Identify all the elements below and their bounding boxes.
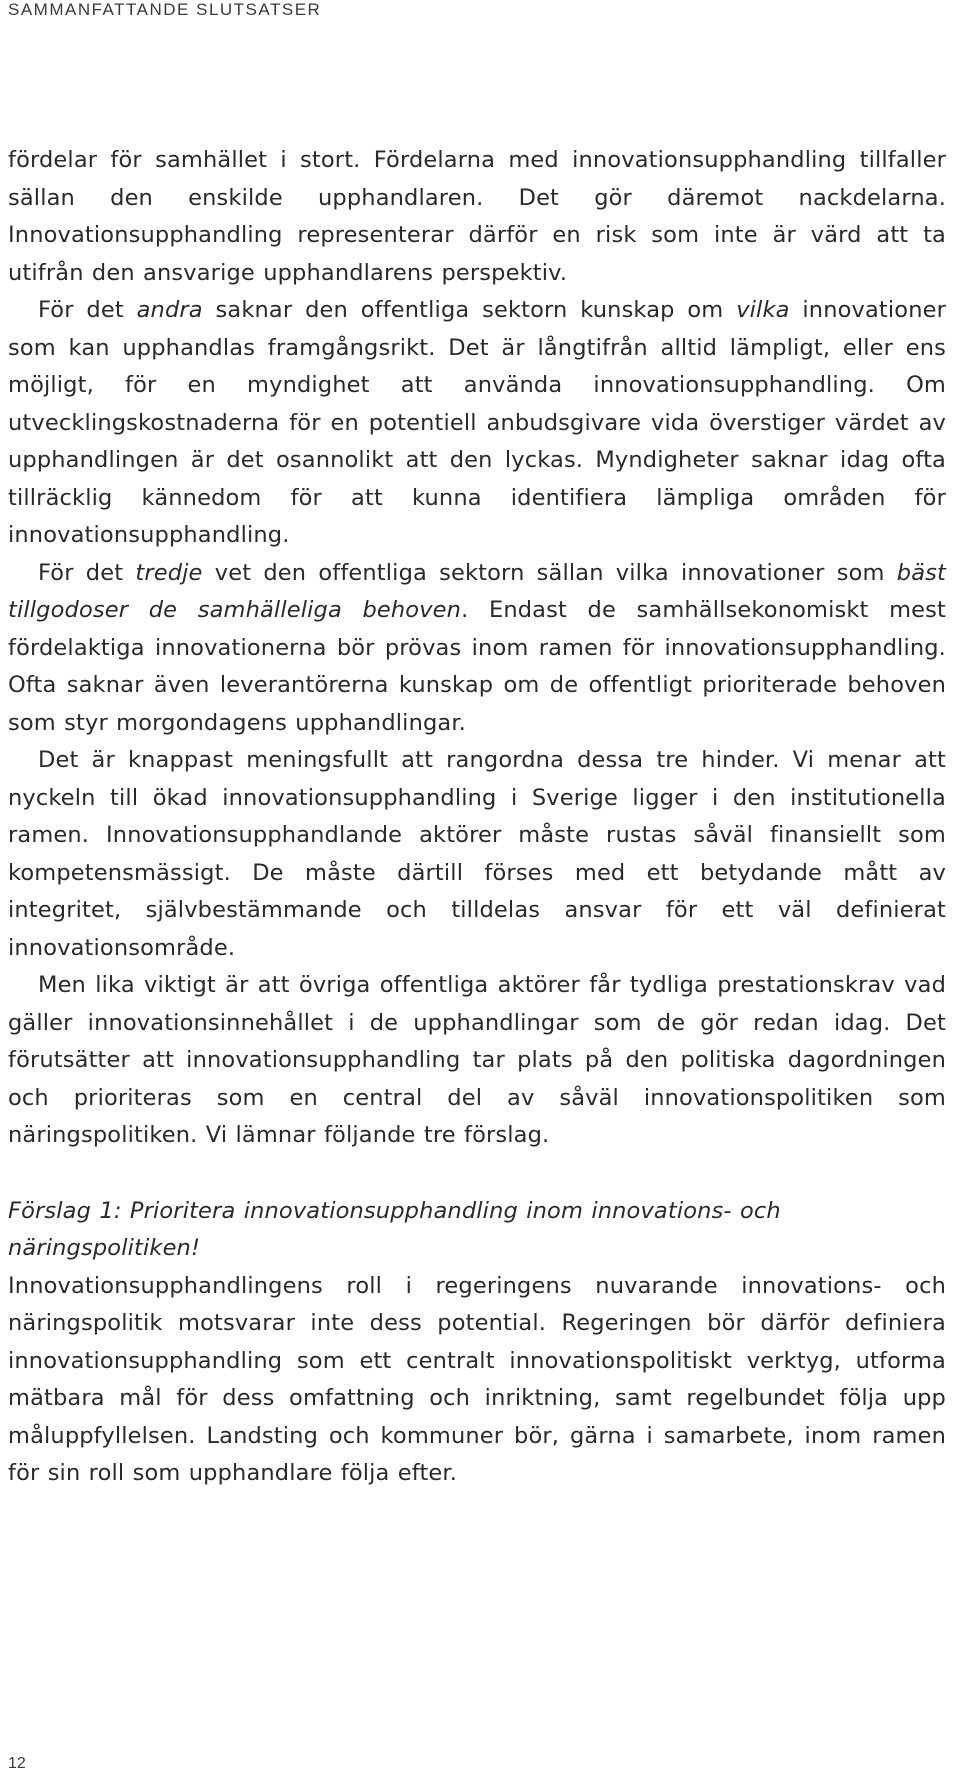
paragraph-1: fördelar för samhället i stort. Fördelarna med innovationsupphandling tillfaller sällan den enskilde upphandlaren. Det gör däremot nackdelarna. Innovationsupphandling representerar därför en risk som inte är värd att ta utifrån den ansvarige upphandlarens perspektiv. — [8, 147, 946, 286]
paragraph-3-emphasis-tredje: tredje — [135, 559, 203, 586]
paragraph-3-text-b: vet den offentliga sektorn sällan vilka innovationer som — [202, 559, 897, 586]
page-number: 12 — [8, 1755, 26, 1772]
paragraph-2-emphasis-andra: andra — [136, 297, 203, 323]
document-body — [8, 142, 946, 1493]
paragraph-3-emphasis-needs: bäst tillgodoser de samhälleliga behoven — [8, 559, 946, 623]
paragraph-5: Men lika viktigt är att övriga offentliga aktörer får tydliga prestationskrav vad gäller innovationsinnehållet i de upphandlingar som de gör redan idag. Det förutsätter att innovationsupphandling tar plats på den politiska dagordningen och prioriteras som en central del av såväl innovationspolitiken som näringspolitiken. Vi lämnar följande tre förslag. — [8, 972, 946, 1148]
paragraph-2-text-c: innovationer som kan upphandlas framgångsrikt. Det är långtifrån alltid lämpligt, eller ens möjligt, för en myndighet att använda innovationsupphandling. Om utvecklingskostnaderna för en potentiell anbudsgivare vida överstiger värdet av upphandlingen är det osannolikt att den lyckas. Myndigheter saknar idag ofta tillräcklig kännedom för att kunna identifiera lämpliga områden för innovationsupphandling. — [8, 297, 947, 548]
paragraph-3-text-a: För det — [38, 559, 136, 586]
paragraph-2 — [8, 292, 946, 555]
paragraph-3-text-c: . Endast de samhällsekonomiskt mest fördelaktiga innovationerna bör prövas inom ramen för innovationsupphandling. Ofta saknar även leverantörerna kunskap om de offentligt prioriterade behoven som styr morgondagens upphandlingar. — [8, 597, 946, 736]
paragraph-4: Det är knappast meningsfullt att rangordna dessa tre hinder. Vi menar att nyckeln till ökad innovationsupphandling i Sverige ligger i den institutionella ramen. Innovationsupphandlande aktörer måste rustas såväl finansiellt som kompetensmässigt. De måste därtill förses med ett betydande mått av integritet, självbestämmande och tilldelas ansvar för ett väl definierat innovationsområde. — [8, 747, 946, 961]
paragraph-3 — [8, 555, 946, 743]
proposal-1-body: Innovationsupphandlingens roll i regeringens nuvarande innovations- och näringspolitik motsvarar inte dess potential. Regeringen bör därför definiera innovationsupphandling som ett centralt innovationspolitiskt verktyg, utforma mätbara mål för dess omfattning och inriktning, samt regelbundet följa upp måluppfyllelsen. Landsting och kommuner bör, gärna i samarbete, inom ramen för sin roll som upphandlare följa efter. — [8, 1272, 946, 1486]
proposal-1-heading: Förslag 1: Prioritera innovationsupphandling inom innovations- och näringspolitiken! — [8, 1197, 781, 1261]
paragraph-2-text-b: saknar den offentliga sektorn kunskap om — [202, 297, 737, 323]
paragraph-2-text-a: För det — [38, 297, 137, 323]
running-header: SAMMANFATTANDE SLUTSATSER — [8, 0, 322, 19]
paragraph-2-emphasis-vilka: vilka — [736, 297, 790, 323]
